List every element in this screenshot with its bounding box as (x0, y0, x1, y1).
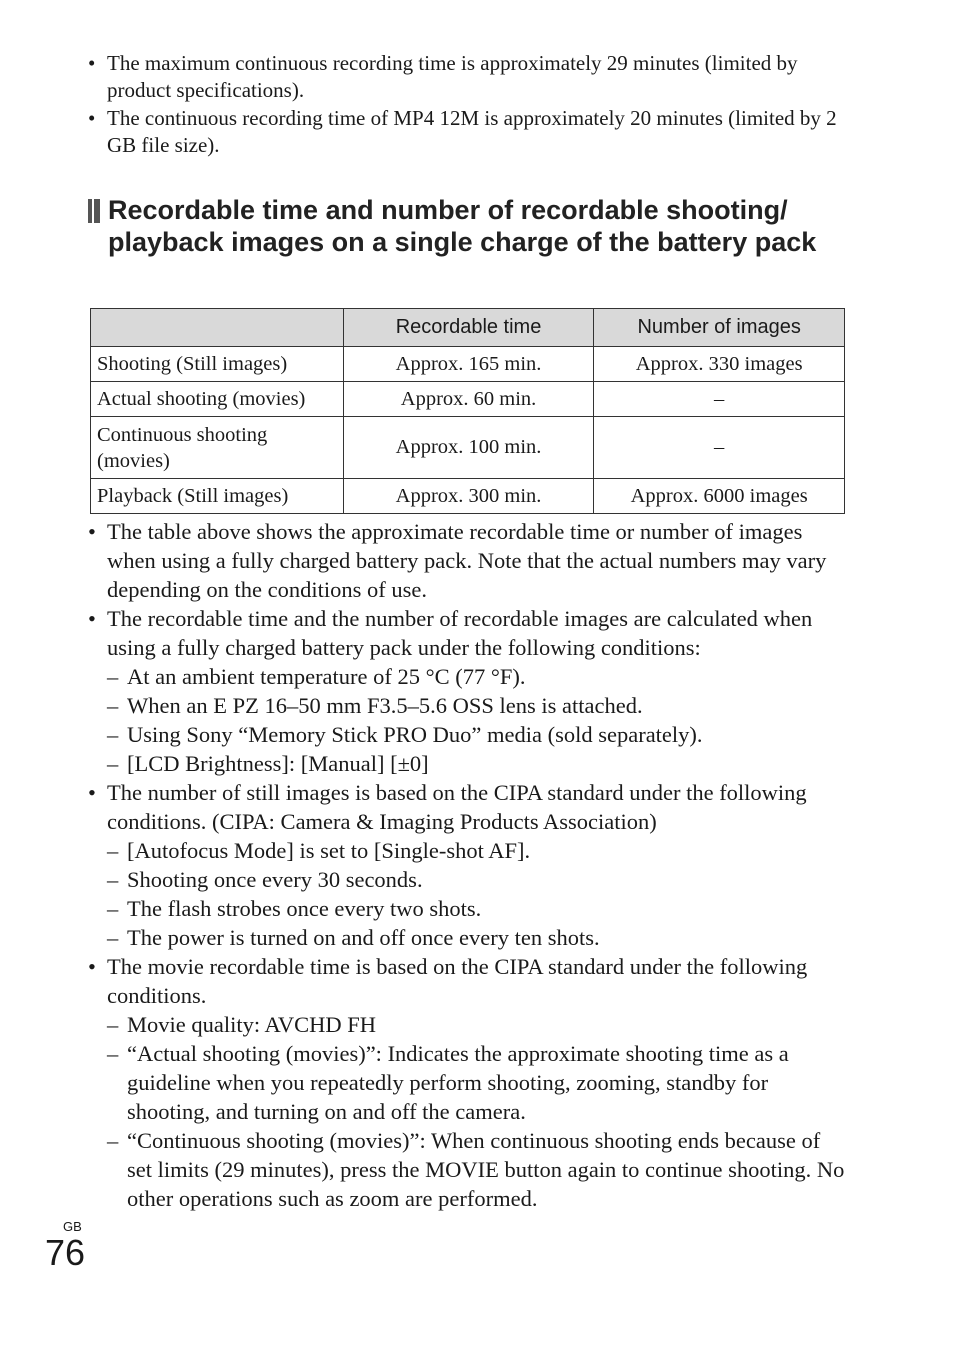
table-row (91, 347, 845, 382)
table-cell-mode: Shooting (Still images) (91, 347, 344, 382)
note-2-sub-3: – Using Sony “Memory Stick PRO Duo” media (sold separately). (107, 722, 703, 747)
note-4-sub-1: – Movie quality: AVCHD FH (107, 1012, 376, 1037)
table-cell-mode: Continuous shooting (movies) (91, 417, 344, 479)
bullet-icon: • (88, 51, 96, 75)
dash-icon: – (107, 925, 119, 950)
dash-icon: – (107, 896, 119, 921)
note-3-sub-1: – [Autofocus Mode] is set to [Single-shot AF]. (107, 838, 531, 863)
dash-icon: – (107, 867, 119, 892)
top-note-2: • The continuous recording time of MP4 12M is approximately 20 minutes (limited by 2 GB file size). (88, 106, 837, 157)
bullet-icon: • (88, 106, 96, 130)
note-1: • The table above shows the approximate recordable time or number of images when using a fully charged battery pack. Note that the actual numbers may vary depending on the conditions of use. (88, 519, 827, 602)
dash-icon: – (107, 722, 119, 747)
table-cell-mode: Playback (Still images) (91, 479, 344, 514)
page-number: 76 (45, 1232, 86, 1273)
table-cell-images: – (594, 417, 845, 479)
table-cell-images: – (594, 382, 845, 417)
table-row (91, 479, 845, 514)
section-marker-icon (88, 199, 100, 223)
table-row (91, 382, 845, 417)
note-2-sub-2: – When an E PZ 16–50 mm F3.5–5.6 OSS lens is attached. (107, 693, 643, 718)
table-cell-time: Approx. 60 min. (343, 382, 594, 417)
battery-table (90, 308, 845, 514)
section-heading (88, 194, 848, 258)
section-heading-text: Recordable time and number of recordable shooting/ playback images on a single charge of the battery pack (108, 195, 817, 257)
bullet-icon: • (88, 780, 96, 805)
note-2-sub-4: – [LCD Brightness]: [Manual] [±0] (107, 751, 429, 776)
dash-icon: – (107, 1128, 119, 1153)
table-cell-time: Approx. 300 min. (343, 479, 594, 514)
note-2-sub-1: – At an ambient temperature of 25 °C (77 °F). (107, 664, 526, 689)
region-code: GB (63, 1219, 82, 1234)
table-row (91, 417, 845, 479)
dash-icon: – (107, 1012, 119, 1037)
top-note-1: • The maximum continuous recording time is approximately 29 minutes (limited by product specifications). (88, 51, 798, 102)
bullet-icon: • (88, 606, 96, 631)
note-4-sub-3: – “Continuous shooting (movies)”: When continuous shooting ends because of set limits (29 minutes), press the MOVIE button again to continue shooting. No other operations such as zoom are performed. (107, 1128, 845, 1211)
note-3: • The number of still images is based on the CIPA standard under the following conditions. (CIPA: Camera & Imaging Products Association) (88, 780, 807, 834)
note-2: • The recordable time and the number of recordable images are calculated when using a fully charged battery pack under the following conditions: (88, 606, 813, 660)
dash-icon: – (107, 664, 119, 689)
notes-list (88, 517, 848, 1213)
table-header-number-of-images: Number of images (594, 309, 845, 347)
bullet-icon: • (88, 519, 96, 544)
note-4: • The movie recordable time is based on the CIPA standard under the following conditions. (88, 954, 808, 1008)
table-cell-mode: Actual shooting (movies) (91, 382, 344, 417)
table-cell-images: Approx. 330 images (594, 347, 845, 382)
note-3-sub-2: – Shooting once every 30 seconds. (107, 867, 423, 892)
dash-icon: – (107, 1041, 119, 1066)
table-cell-images: Approx. 6000 images (594, 479, 845, 514)
table-header-row (91, 309, 845, 347)
dash-icon: – (107, 838, 119, 863)
bullet-icon: • (88, 954, 96, 979)
note-4-sub-2: – “Actual shooting (movies)”: Indicates the approximate shooting time as a guideline when you repeatedly perform shooting, zooming, standby for shooting, and turning on and off the camera. (107, 1041, 789, 1124)
dash-icon: – (107, 751, 119, 776)
table-cell-time: Approx. 165 min. (343, 347, 594, 382)
dash-icon: – (107, 693, 119, 718)
table-header-blank (91, 309, 344, 347)
table-header-recordable-time: Recordable time (343, 309, 594, 347)
top-notes (88, 50, 848, 160)
table-cell-time: Approx. 100 min. (343, 417, 594, 479)
note-3-sub-3: – The flash strobes once every two shots. (107, 896, 482, 921)
note-3-sub-4: – The power is turned on and off once every ten shots. (107, 925, 600, 950)
